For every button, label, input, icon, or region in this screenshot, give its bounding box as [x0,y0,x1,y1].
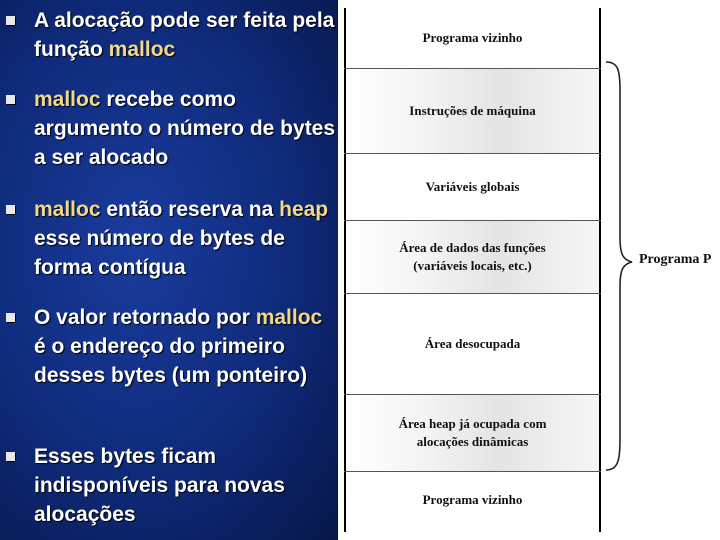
memory-region: Área heap já ocupada com alocações dinâmicas [346,395,599,471]
memory-region: Instruções de máquina [346,69,599,153]
memory-region: Área desocupada [424,336,521,351]
program-p-label: Programa P [639,252,712,267]
code-term: malloc [34,198,101,221]
memory-region: Programa vizinho [422,30,523,45]
square-bullet-icon [6,452,15,461]
square-bullet-icon [6,95,15,104]
memory-region: Área de dados das funções (variáveis locais, etc.) [346,221,599,293]
bullet-item [6,303,336,390]
bullet-text: Esses bytes ficam indisponíveis para novas alocações [34,445,285,526]
bullet-panel [0,0,338,540]
bullet-text: O valor retornado por malloc é o endereço do primeiro desses bytes (um ponteiro) [34,306,323,387]
diagram-right-border [599,8,601,532]
code-term: malloc [34,88,101,111]
code-term: malloc [255,306,323,329]
bullet-item [6,195,336,282]
bullet-text: malloc recebe como argumento o número de bytes a ser alocado [34,88,336,169]
memory-layout-diagram [344,8,602,532]
square-bullet-icon [6,313,15,322]
curly-brace-icon [604,60,634,480]
code-term: malloc [108,38,176,61]
square-bullet-icon [6,16,15,25]
square-bullet-icon [6,205,15,214]
bullet-item [6,6,336,64]
memory-region: Programa vizinho [422,492,523,507]
bullet-text: malloc então reserva na heap esse número de bytes de forma contígua [34,198,329,279]
bullet-item [6,442,336,529]
bullet-text: A alocação pode ser feita pela função malloc [34,9,335,61]
code-term: heap [279,198,329,221]
memory-region: Variáveis globais [425,179,520,194]
bullet-item [6,85,336,172]
